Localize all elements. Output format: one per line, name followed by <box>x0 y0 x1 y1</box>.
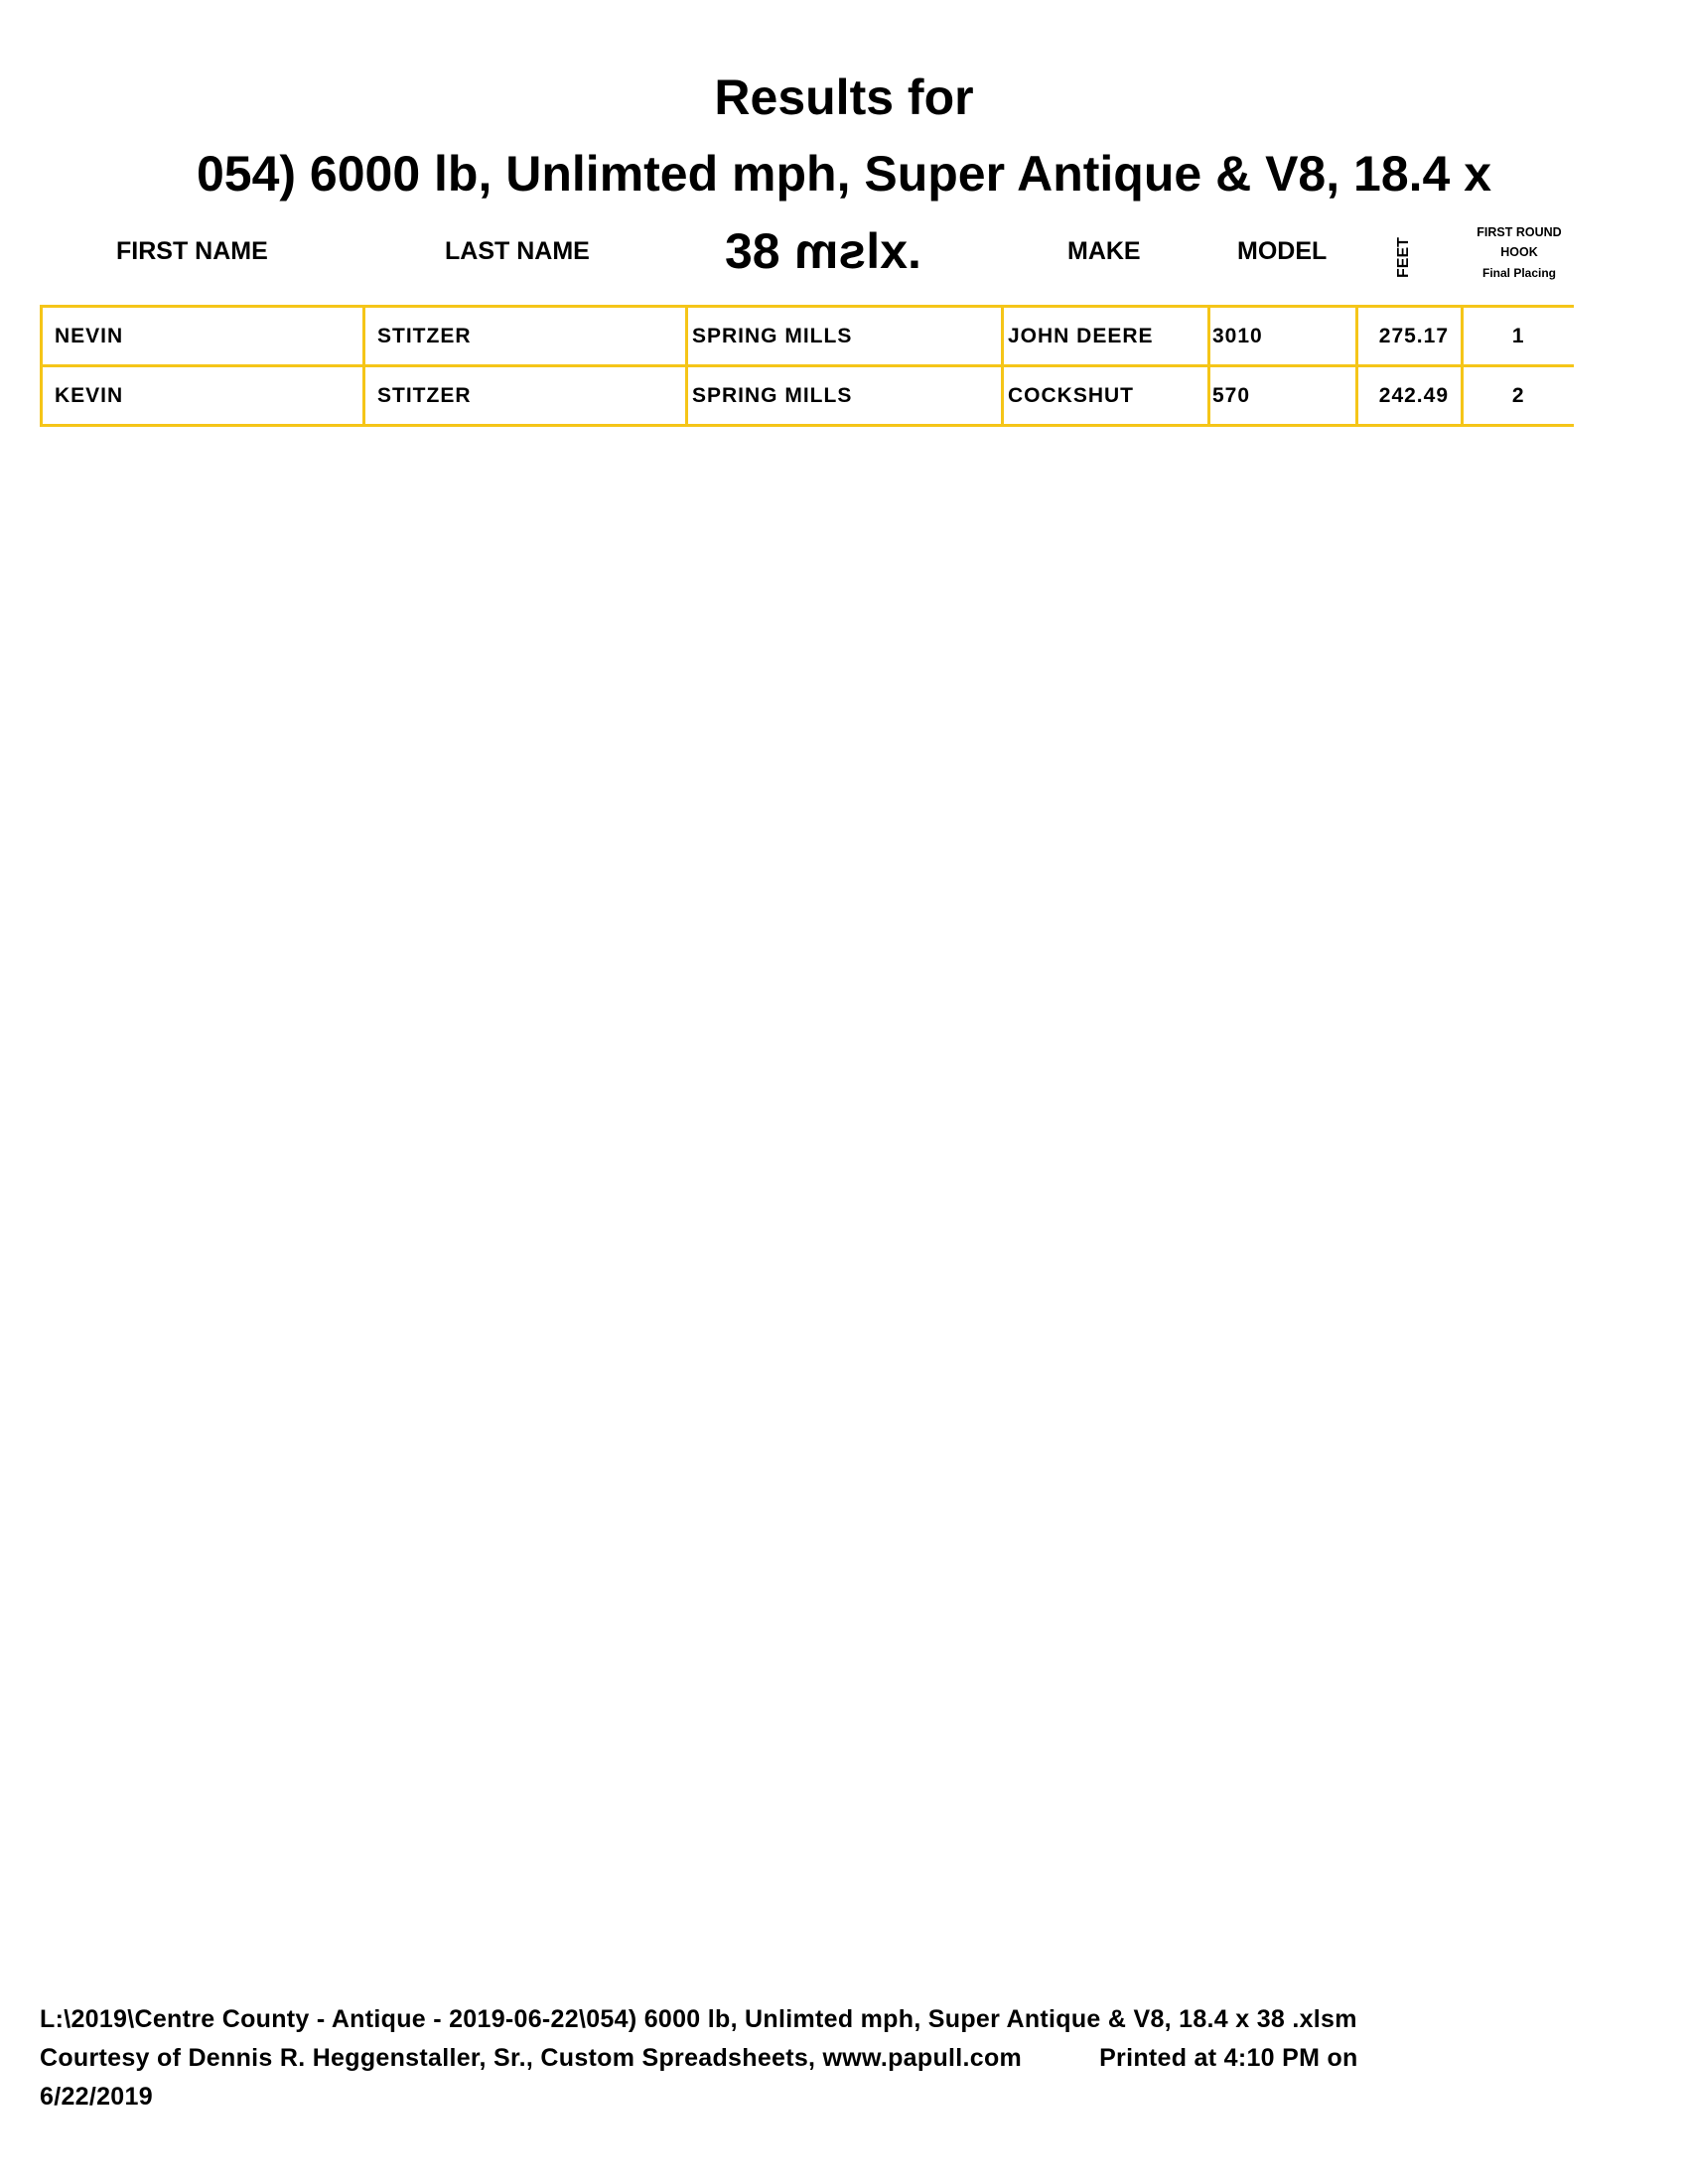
cell-make: JOHN DEERE <box>1003 307 1209 366</box>
header-feet: FEET <box>1395 237 1412 278</box>
header-model: MODEL <box>1237 237 1328 265</box>
cell-model: 570 <box>1209 366 1357 426</box>
footer-printed: Printed at 4:10 PM on <box>1099 2044 1358 2072</box>
cell-feet: 242.49 <box>1357 366 1463 426</box>
page-title: Results for <box>714 69 974 125</box>
cell-make: COCKSHUT <box>1003 366 1209 426</box>
table-row <box>42 366 1574 426</box>
footer-courtesy: Courtesy of Dennis R. Heggenstaller, Sr., Custom Spreadsheets, www.papull.com <box>40 2044 1023 2072</box>
header-hook: HOOK <box>1500 245 1538 259</box>
cell-first-name: NEVIN <box>42 307 364 366</box>
cell-last-name: STITZER <box>364 366 687 426</box>
footer <box>40 2000 1358 2116</box>
results-table <box>40 305 1574 427</box>
cell-placing: 1 <box>1463 307 1574 366</box>
class-title-number: 38 <box>725 223 780 279</box>
file-extension: .xlsm <box>793 223 921 279</box>
footer-courtesy-line <box>40 2039 1358 2078</box>
cell-city: SPRING MILLS <box>687 366 1003 426</box>
cell-first-name: KEVIN <box>42 366 364 426</box>
footer-file-path: L:\2019\Centre County - Antique - 2019-06-22\054) 6000 lb, Unlimted mph, Super Antique & V8, 18.4 x 38 .xlsm <box>40 2005 1357 2033</box>
table-row <box>42 307 1574 366</box>
header-final-placing: Final Placing <box>1481 266 1556 280</box>
class-title: 054) 6000 lb, Unlimted mph, Super Antique & V8, 18.4 x <box>196 146 1492 202</box>
header-first-round: FIRST ROUND <box>1477 225 1562 239</box>
header-first-name: FIRST NAME <box>116 237 268 265</box>
header-last-name: LAST NAME <box>445 237 590 265</box>
cell-model: 3010 <box>1209 307 1357 366</box>
footer-date: 6/22/2019 <box>40 2083 153 2111</box>
header-make: MAKE <box>1067 237 1141 265</box>
cell-last-name: STITZER <box>364 307 687 366</box>
class-title-continuation <box>725 223 920 279</box>
cell-city: SPRING MILLS <box>687 307 1003 366</box>
cell-placing: 2 <box>1463 366 1574 426</box>
cell-feet: 275.17 <box>1357 307 1463 366</box>
